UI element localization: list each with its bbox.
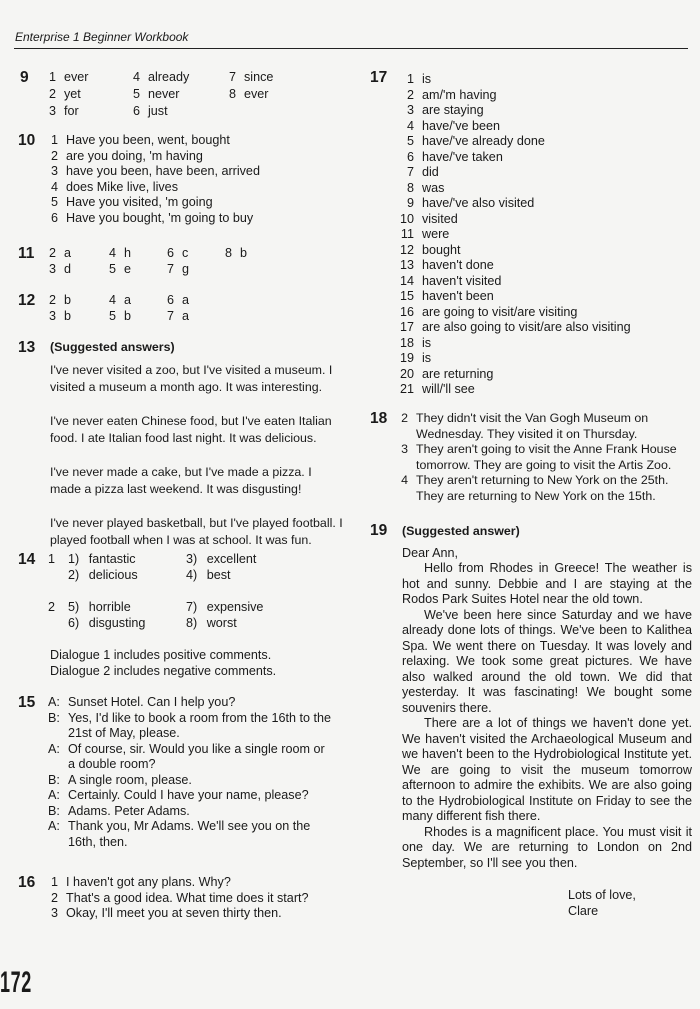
list-item: 2 That's a good idea. What time does it start? — [50, 890, 309, 905]
note: Dialogue 2 includes negative comments. — [50, 663, 277, 678]
answer: ever — [64, 70, 89, 84]
answer: g — [182, 262, 190, 276]
list-item: 3 They aren't going to visit the Anne Frank House — [401, 442, 677, 456]
page-number: 172 — [0, 966, 32, 999]
answer: horrible — [88, 600, 131, 614]
list-item: 2 are you doing, 'm having — [50, 148, 203, 163]
list-item: 3 Okay, I'll meet you at seven thirty then. — [50, 906, 282, 920]
header-rule — [14, 48, 688, 49]
exercise-number: 11 — [18, 245, 35, 262]
list-item: 8 was — [406, 180, 445, 195]
answer: never — [148, 87, 180, 101]
list-item: 20 are returning — [399, 366, 494, 381]
paragraph: We've been here since Saturday and we have already done lots of things. We've been to Kalithea Spa. We went there on Tuesday. It was lovely and relaxing. We took some great pictures. We have also walked around the old town. We did that yesterday. It was fascinating! We bought some souvenirs there. — [402, 607, 692, 715]
list-item: 4 They aren't returning to New York on the 25th. — [401, 473, 669, 487]
list-item: 11 were — [400, 227, 450, 241]
list-item: 6 have/'ve taken — [406, 149, 503, 164]
answer: e — [124, 262, 132, 276]
list-item: 17 are also going to visit/are also visiting — [399, 320, 631, 334]
list-item: 18 is — [399, 335, 432, 350]
list-item: 10 visited — [399, 211, 458, 226]
list-item: 2 am/'m having — [406, 87, 497, 102]
answer: just — [148, 104, 168, 118]
list-item: 5 have/'ve already done — [406, 134, 545, 148]
list-item: 3 have you been, have been, arrived — [50, 164, 260, 178]
exercise-number: 14 — [18, 551, 36, 568]
dialogue-line: a double room? — [68, 757, 156, 771]
answer: a — [124, 293, 132, 307]
dialogue-line: B: Adams. Peter Adams. — [48, 803, 190, 818]
answer: a — [64, 246, 72, 260]
answer: d — [64, 262, 72, 276]
answer: h — [124, 246, 132, 260]
answer: yet — [64, 87, 81, 101]
dialogue-line: B: Yes, I'd like to book a room from the 16th to the — [48, 710, 332, 725]
list-item: 4 have/'ve been — [406, 118, 501, 133]
list-item: 4 does Mike live, lives — [50, 179, 178, 194]
note: Dialogue 1 includes positive comments. — [50, 648, 272, 662]
answer: c — [182, 246, 189, 260]
paragraph: I've never played basketball, but I've played football. I played football when I was at school. It was fun. — [50, 516, 343, 547]
list-item: 5 Have you visited, 'm going — [50, 195, 213, 209]
list-item: 15 haven't been — [399, 289, 494, 303]
answer: b — [240, 246, 248, 260]
answer: b — [64, 309, 72, 323]
answer: worst — [206, 616, 237, 630]
exercise-14: 14 1 1) fantastic 3) excellent 2) delicious 4) best 2 5) horrible 7) expensive 6) disgusting 8) worst Dialogue 1 includes positive comments. Dialogue 2 includes negative comments. — [18, 552, 348, 684]
paragraph: There are a lot of things we haven't done yet. We haven't visited the Archaeological Museum and we haven't been to the Hydrobiological Institute yet. We are going to visit the museum tomorrow afternoon to admire the exhibits. We are also going to the Hydrobiological Institute on Friday to see the many different fish there. — [402, 716, 692, 823]
dialogue-line: A: Thank you, Mr Adams. We'll see you on the — [48, 819, 311, 833]
list-item: 7 did — [406, 165, 439, 179]
book-title: Enterprise 1 Beginner Workbook — [15, 30, 189, 44]
list-item: 2 They didn't visit the Van Gogh Museum on — [401, 411, 649, 425]
dialogue-line: 16th, then. — [68, 834, 128, 849]
exercise-number: 13 — [18, 339, 36, 356]
list-item: 21 will/'ll see — [399, 382, 475, 396]
exercise-number: 17 — [370, 69, 388, 86]
exercise-number: 16 — [18, 874, 36, 891]
answer: delicious — [88, 568, 138, 582]
letter-signature: Clare — [568, 904, 599, 918]
answer: b — [124, 309, 132, 323]
list-item: 14 haven't visited — [399, 273, 502, 288]
list-item: 1 Have you been, went, bought — [50, 133, 230, 147]
exercise-12: 12 2 b 4 a 6 a 3 b 5 b 7 a — [18, 292, 190, 323]
answer: expensive — [206, 600, 264, 614]
answer: best — [206, 568, 231, 582]
letter-greeting: Dear Ann, — [402, 546, 459, 560]
exercise-number: 12 — [18, 292, 36, 309]
dialogue-line: A: Certainly. Could I have your name, please? — [48, 788, 309, 802]
answer: fantastic — [88, 552, 136, 566]
paragraph: I've never visited a zoo, but I've visited a museum. I visited a museum a month ago. It was interesting. — [50, 363, 333, 394]
answer: excellent — [206, 552, 257, 566]
exercise-number: 18 — [370, 410, 388, 427]
list-item: 6 Have you bought, 'm going to buy — [50, 210, 254, 225]
exercise-number: 19 — [370, 522, 388, 539]
section-heading: (Suggested answer) — [402, 524, 520, 538]
list-item: 13 haven't done — [399, 258, 494, 272]
dialogue-line: B: A single room, please. — [48, 772, 192, 787]
paragraph: I've never eaten Chinese food, but I've eaten Italian food. I ate Italian food last night. It was delicious. — [50, 414, 332, 445]
list-item: 16 are going to visit/are visiting — [399, 304, 578, 319]
list-item: 12 bought — [399, 242, 461, 257]
exercise-number: 10 — [18, 132, 36, 149]
letter-closing: Lots of love, — [568, 888, 636, 902]
list-item: 3 are staying — [406, 103, 484, 117]
section-heading: (Suggested answers) — [50, 340, 175, 354]
dialogue-line: A: Of course, sir. Would you like a single room or — [48, 741, 325, 756]
list-item: 9 have/'ve also visited — [406, 196, 535, 210]
exercise-number: 9 — [20, 69, 29, 86]
dialogue-line: A: Sunset Hotel. Can I help you? — [48, 695, 236, 709]
answer: already — [148, 70, 190, 84]
list-item: 19 is — [399, 351, 432, 365]
answer: since — [244, 70, 274, 84]
list-item: 1 I haven't got any plans. Why? — [50, 875, 231, 889]
list-item: 1 is — [406, 72, 432, 86]
answer: disgusting — [88, 616, 146, 630]
answer: ever — [244, 87, 269, 101]
dialogue-line: 21st of May, please. — [68, 726, 180, 740]
paragraph: Hello from Rhodes in Greece! The weather is hot and sunny. Debbie and I are staying at the Rodos Park Suites Hotel near the old town. — [402, 561, 692, 606]
exercise-number: 15 — [18, 694, 36, 711]
answer: b — [64, 293, 72, 307]
paragraph: I've never made a cake, but I've made a pizza. I made a pizza last weekend. It was disgusting! — [50, 465, 312, 496]
answer: a — [182, 309, 190, 323]
answer: for — [64, 104, 79, 118]
answer: a — [182, 293, 190, 307]
paragraph: Rhodes is a magnificent place. You must visit it one day. We are returning to London on 2nd September, so I'll see you then. — [402, 824, 692, 870]
exercise-11: 11 2 a 4 h 6 c 8 b 3 d 5 e 7 g — [18, 245, 248, 276]
